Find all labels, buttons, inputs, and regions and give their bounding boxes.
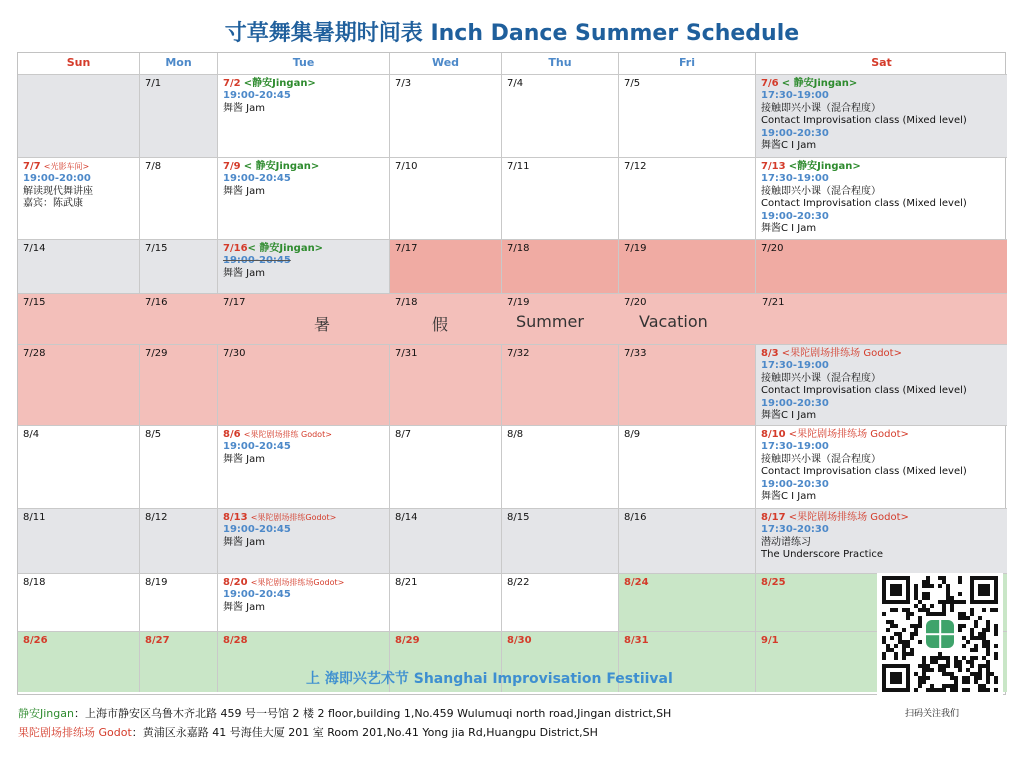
day-cell (756, 345, 1007, 426)
day-cell (619, 158, 756, 240)
address-godot (18, 724, 598, 740)
day-cell (756, 426, 1007, 509)
venue: <果陀剧场排练场 Godot> (788, 429, 909, 440)
day-cell (218, 240, 390, 294)
date: 8/14 (395, 512, 418, 523)
date: 8/29 (395, 635, 420, 646)
time: 19:00-20:45 (223, 255, 291, 267)
event: Contact Improvisation class (Mixed level) (761, 198, 967, 210)
date: 7/16 (145, 297, 168, 308)
address-label: 静安Jingan (18, 707, 74, 720)
event: 舞酱C I Jam (761, 410, 817, 422)
venue: < 静安Jingan> (247, 243, 324, 254)
day-cell (390, 574, 502, 632)
day-cell (390, 158, 502, 240)
day-cell (18, 240, 140, 294)
day-cell (140, 574, 218, 632)
vacation-label: 暑 (314, 315, 331, 334)
time: 19:00-20:30 (761, 127, 829, 139)
date: 7/7 (23, 161, 41, 172)
day-cell (502, 75, 619, 158)
date: 7/6 (761, 78, 779, 89)
date: 7/12 (624, 161, 647, 172)
vacation-label: 假 (432, 315, 449, 334)
venue: < 静安Jingan> (243, 161, 320, 172)
venue: <果陀剧场排练场Godot> (250, 578, 345, 587)
venue: <果陀剧场排练场 Godot> (781, 348, 902, 359)
day-cell (619, 426, 756, 509)
day-cell (502, 426, 619, 509)
time: 19:00-20:45 (223, 90, 291, 102)
time: 17:30-19:00 (761, 360, 829, 372)
qr-code[interactable] (877, 573, 1003, 695)
vacation-band (18, 294, 1007, 345)
day-cell (218, 75, 390, 158)
address-label: 果陀剧场排练场 Godot (18, 726, 132, 739)
date: 7/16 (223, 243, 248, 254)
venue: <果陀剧场排练 Godot> (243, 430, 332, 439)
qr-code-icon (877, 573, 1003, 695)
date: 7/3 (395, 78, 412, 89)
day-cell (18, 509, 140, 574)
header-mon: Mon (140, 53, 218, 75)
time: 17:30-19:00 (761, 173, 829, 185)
header-sun: Sun (18, 53, 140, 75)
date: 7/20 (761, 243, 784, 254)
time: 19:00-20:30 (761, 478, 829, 490)
day-cell (390, 240, 502, 294)
date: 8/20 (223, 577, 248, 588)
date: 8/3 (761, 348, 779, 359)
date: 8/25 (761, 577, 786, 588)
event: Contact Improvisation class (Mixed level) (761, 115, 967, 127)
event: 嘉宾：陈武康 (23, 198, 83, 210)
schedule-grid (17, 52, 1006, 695)
event: 接触即兴小课（混合程度） (761, 185, 881, 197)
vacation-label: Summer (516, 312, 584, 331)
event: 接触即兴小课（混合程度） (761, 102, 881, 114)
time: 17:30-20:30 (761, 524, 829, 536)
day-cell (18, 345, 140, 426)
date: 7/15 (145, 243, 168, 254)
header-wed: Wed (390, 53, 502, 75)
day-cell (619, 75, 756, 158)
date: 8/6 (223, 429, 241, 440)
date: 7/29 (145, 348, 168, 359)
date: 7/17 (223, 297, 246, 308)
date: 8/9 (624, 429, 641, 440)
event: The Underscore Practice (761, 549, 884, 561)
day-cell (140, 345, 218, 426)
date: 8/22 (507, 577, 530, 588)
date: 9/1 (761, 635, 779, 646)
event: 舞酱 Jam (223, 267, 265, 279)
date: 7/13 (761, 161, 786, 172)
date: 8/4 (23, 429, 40, 440)
event: 舞酱C I Jam (761, 140, 817, 152)
date: 7/32 (507, 348, 530, 359)
day-cell (756, 509, 1007, 574)
day-cell (502, 509, 619, 574)
date: 7/33 (624, 348, 647, 359)
day-cell (140, 426, 218, 509)
date: 8/30 (507, 635, 532, 646)
header-tue: Tue (218, 53, 390, 75)
date: 8/24 (624, 577, 649, 588)
day-cell (502, 158, 619, 240)
date: 7/5 (624, 78, 641, 89)
day-cell (619, 345, 756, 426)
day-cell (18, 75, 140, 158)
date: 8/7 (395, 429, 412, 440)
day-cell (140, 240, 218, 294)
qr-caption: 扫码关注我们 (905, 709, 960, 719)
venue: <果陀剧场排练Godot> (250, 513, 337, 522)
day-cell (218, 509, 390, 574)
event: 舞酱 Jam (223, 601, 265, 613)
time: 17:30-19:00 (761, 441, 829, 453)
date: 8/31 (624, 635, 649, 646)
address-jingan (18, 705, 671, 721)
event: 潜动谱练习 (761, 536, 811, 548)
event: 接触即兴小课（混合程度） (761, 453, 881, 465)
date: 7/18 (507, 243, 530, 254)
day-cell (218, 345, 390, 426)
time: 19:00-20:45 (223, 589, 291, 601)
date: 7/28 (23, 348, 46, 359)
day-cell (756, 75, 1007, 158)
event: Contact Improvisation class (Mixed level) (761, 385, 967, 397)
date: 8/10 (761, 429, 786, 440)
day-cell (218, 158, 390, 240)
event: 接触即兴小课（混合程度） (761, 372, 881, 384)
day-cell (140, 509, 218, 574)
date: 7/19 (624, 243, 647, 254)
date: 8/28 (223, 635, 248, 646)
day-cell (390, 75, 502, 158)
day-cell (619, 574, 756, 632)
address-text: ：上海市静安区乌鲁木齐北路 459 号一号馆 2 楼 2 floor,building 1,No.459 Wulumuqi north road,Jingan district,SH (73, 707, 672, 720)
venue: <果陀剧场排练场 Godot> (788, 512, 909, 523)
date: 8/12 (145, 512, 168, 523)
date: 7/1 (145, 78, 162, 89)
page-title: 寸草舞集暑期时间表 Inch Dance Summer Schedule (224, 21, 800, 46)
venue: <静安Jingan> (243, 78, 316, 89)
date: 8/18 (23, 577, 46, 588)
event: 舞酱C I Jam (761, 223, 817, 235)
event: 舞酱C I Jam (761, 491, 817, 503)
date: 8/13 (223, 512, 248, 523)
event: 解读现代舞讲座 (23, 185, 93, 197)
event: Contact Improvisation class (Mixed level) (761, 466, 967, 478)
day-cell (218, 426, 390, 509)
time: 19:00-20:00 (23, 173, 91, 185)
header-sat: Sat (756, 53, 1007, 75)
day-cell (502, 574, 619, 632)
day-cell (18, 632, 140, 692)
date: 7/9 (223, 161, 241, 172)
vacation-label: Vacation (639, 312, 708, 331)
date: 8/17 (761, 512, 786, 523)
day-cell (140, 632, 218, 692)
festival-label: 上 海即兴艺术节 Shanghai Improvisation Festiival (306, 671, 673, 687)
day-cell (218, 574, 390, 632)
event: 舞酱 Jam (223, 536, 265, 548)
date: 7/11 (507, 161, 530, 172)
day-cell (756, 158, 1007, 240)
date: 8/16 (624, 512, 647, 523)
day-cell (390, 426, 502, 509)
date: 7/14 (23, 243, 46, 254)
header-thu: Thu (502, 53, 619, 75)
time: 19:00-20:45 (223, 173, 291, 185)
time: 17:30-19:00 (761, 90, 829, 102)
date: 7/2 (223, 78, 241, 89)
day-cell (140, 75, 218, 158)
date: 8/19 (145, 577, 168, 588)
date: 7/10 (395, 161, 418, 172)
date: 8/15 (507, 512, 530, 523)
date: 8/21 (395, 577, 418, 588)
header-fri: Fri (619, 53, 756, 75)
day-cell (390, 345, 502, 426)
date: 8/11 (23, 512, 46, 523)
date: 7/20 (624, 297, 647, 308)
day-cell (390, 509, 502, 574)
day-cell (619, 509, 756, 574)
day-cell (18, 426, 140, 509)
day-cell (502, 345, 619, 426)
date: 7/8 (145, 161, 162, 172)
venue: <光影车间> (43, 162, 90, 171)
time: 19:00-20:45 (223, 441, 291, 453)
event: 舞酱 Jam (223, 453, 265, 465)
date: 7/30 (223, 348, 246, 359)
date: 7/19 (507, 297, 530, 308)
venue: < 静安Jingan> (781, 78, 858, 89)
event: 舞酱 Jam (223, 102, 265, 114)
event: 舞酱 Jam (223, 185, 265, 197)
date: 7/15 (23, 297, 46, 308)
day-cell (619, 240, 756, 294)
day-cell (18, 574, 140, 632)
date: 7/4 (507, 78, 524, 89)
date: 8/27 (145, 635, 170, 646)
day-cell (140, 158, 218, 240)
day-cell (756, 240, 1007, 294)
date: 8/5 (145, 429, 162, 440)
time: 19:00-20:30 (761, 397, 829, 409)
date: 7/31 (395, 348, 418, 359)
date: 7/21 (762, 297, 785, 308)
venue: <静安Jingan> (788, 161, 861, 172)
date: 8/8 (507, 429, 524, 440)
date: 8/26 (23, 635, 48, 646)
time: 19:00-20:30 (761, 210, 829, 222)
day-cell (18, 158, 140, 240)
day-cell (502, 240, 619, 294)
address-text: ：黄浦区永嘉路 41 号海佳大厦 201 室 Room 201,No.41 Yong jia Rd,Huangpu District,SH (131, 726, 598, 739)
date: 7/18 (395, 297, 418, 308)
time: 19:00-20:45 (223, 524, 291, 536)
date: 7/17 (395, 243, 418, 254)
